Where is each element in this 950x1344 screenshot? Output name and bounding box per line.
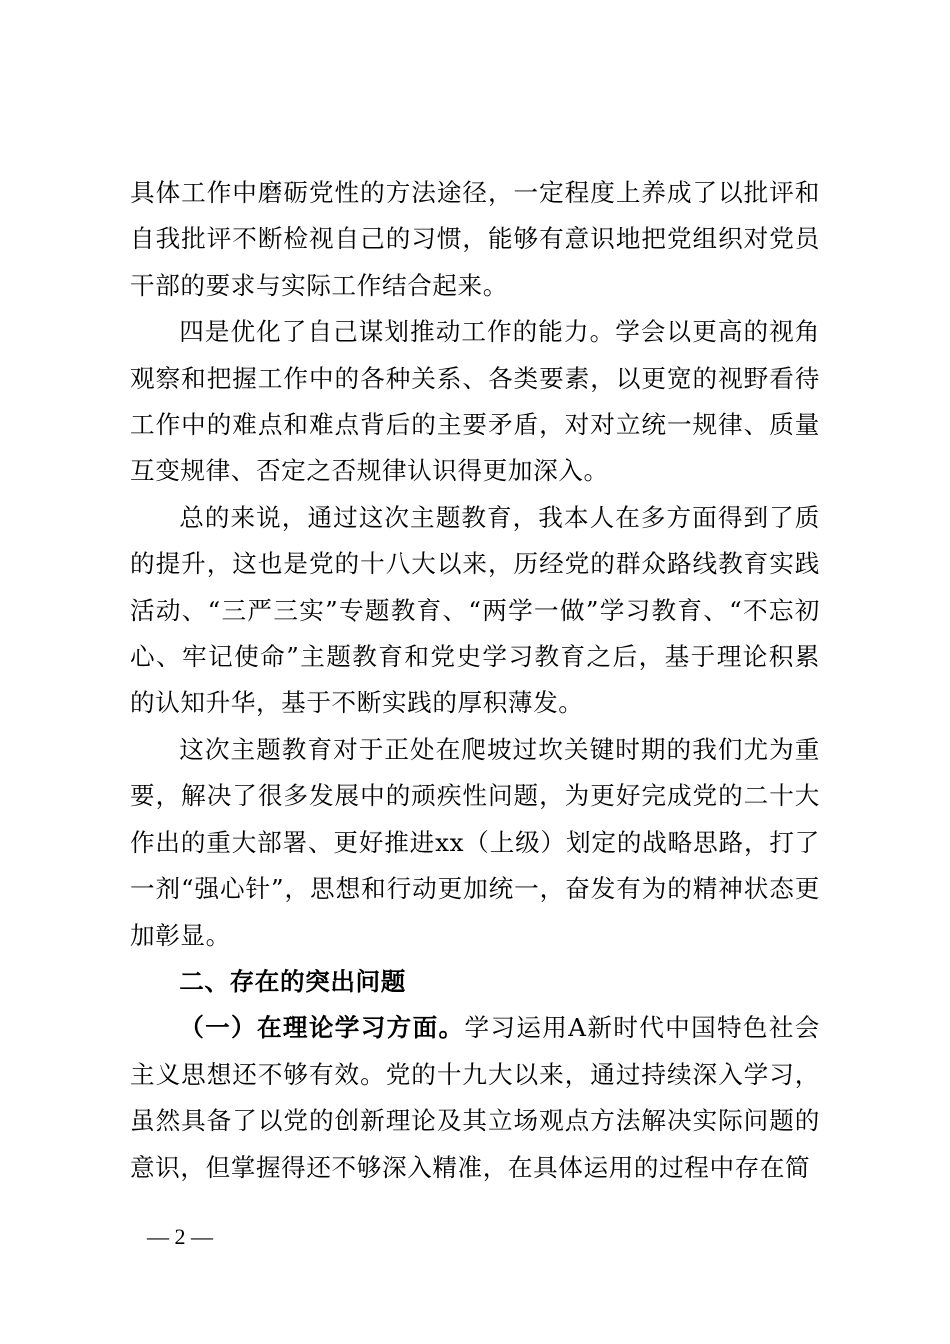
paragraph-capability: 四是优化了自己谋划推动工作的能力。学会以更高的视角观察和把握工作中的各种关系、各类要素，以更宽的视野看待工作中的难点和难点背后的主要矛盾，对对立统一规律、质量互变规律、否定之否规律认识得更加深入。 (130, 317, 820, 486)
paragraph-significance: 这次主题教育对于正处在爬坡过坎关键时期的我们尤为重要，解决了很多发展中的顽疾性问题，为更好完成党的二十大作出的重大部署、更好推进xx（上级）划定的战略思路，打了一剂“强心针”，思想和行动更加统一，奋发有为的精神状态更加彰显。 (130, 734, 820, 950)
subsection-title: （一）在理论学习方面。 (179, 1013, 465, 1043)
subsection-paragraph (130, 1005, 820, 1191)
subsection-text: 学习运用A新时代中国特色社会主义思想还不够有效。党的十九大以来，通过持续深入学习，虽然具备了以党的创新理论及其立场观点方法解决实际问题的意识，但掌握得还不够深入精准，在具体运用的过程中存在简 (130, 1013, 820, 1182)
section-heading: 二、存在的突出问题 (179, 966, 406, 996)
paragraph-continued: 具体工作中磨砺党性的方法途径，一定程度上养成了以批评和自我批评不断检视自己的习惯，能够有意识地把党组织对党员干部的要求与实际工作结合起来。 (130, 178, 820, 300)
document-body (130, 170, 820, 1191)
page-number: — 2 — (147, 1224, 213, 1249)
paragraph-summary: 总的来说，通过这次主题教育，我本人在多方面得到了质的提升，这也是党的十八大以来，历经党的群众路线教育实践活动、“三严三实”专题教育、“两学一做”学习教育、“不忘初心、牢记使命”主题教育和党史学习教育之后，基于理论积累的认知升华，基于不断实践的厚积薄发。 (130, 502, 820, 718)
